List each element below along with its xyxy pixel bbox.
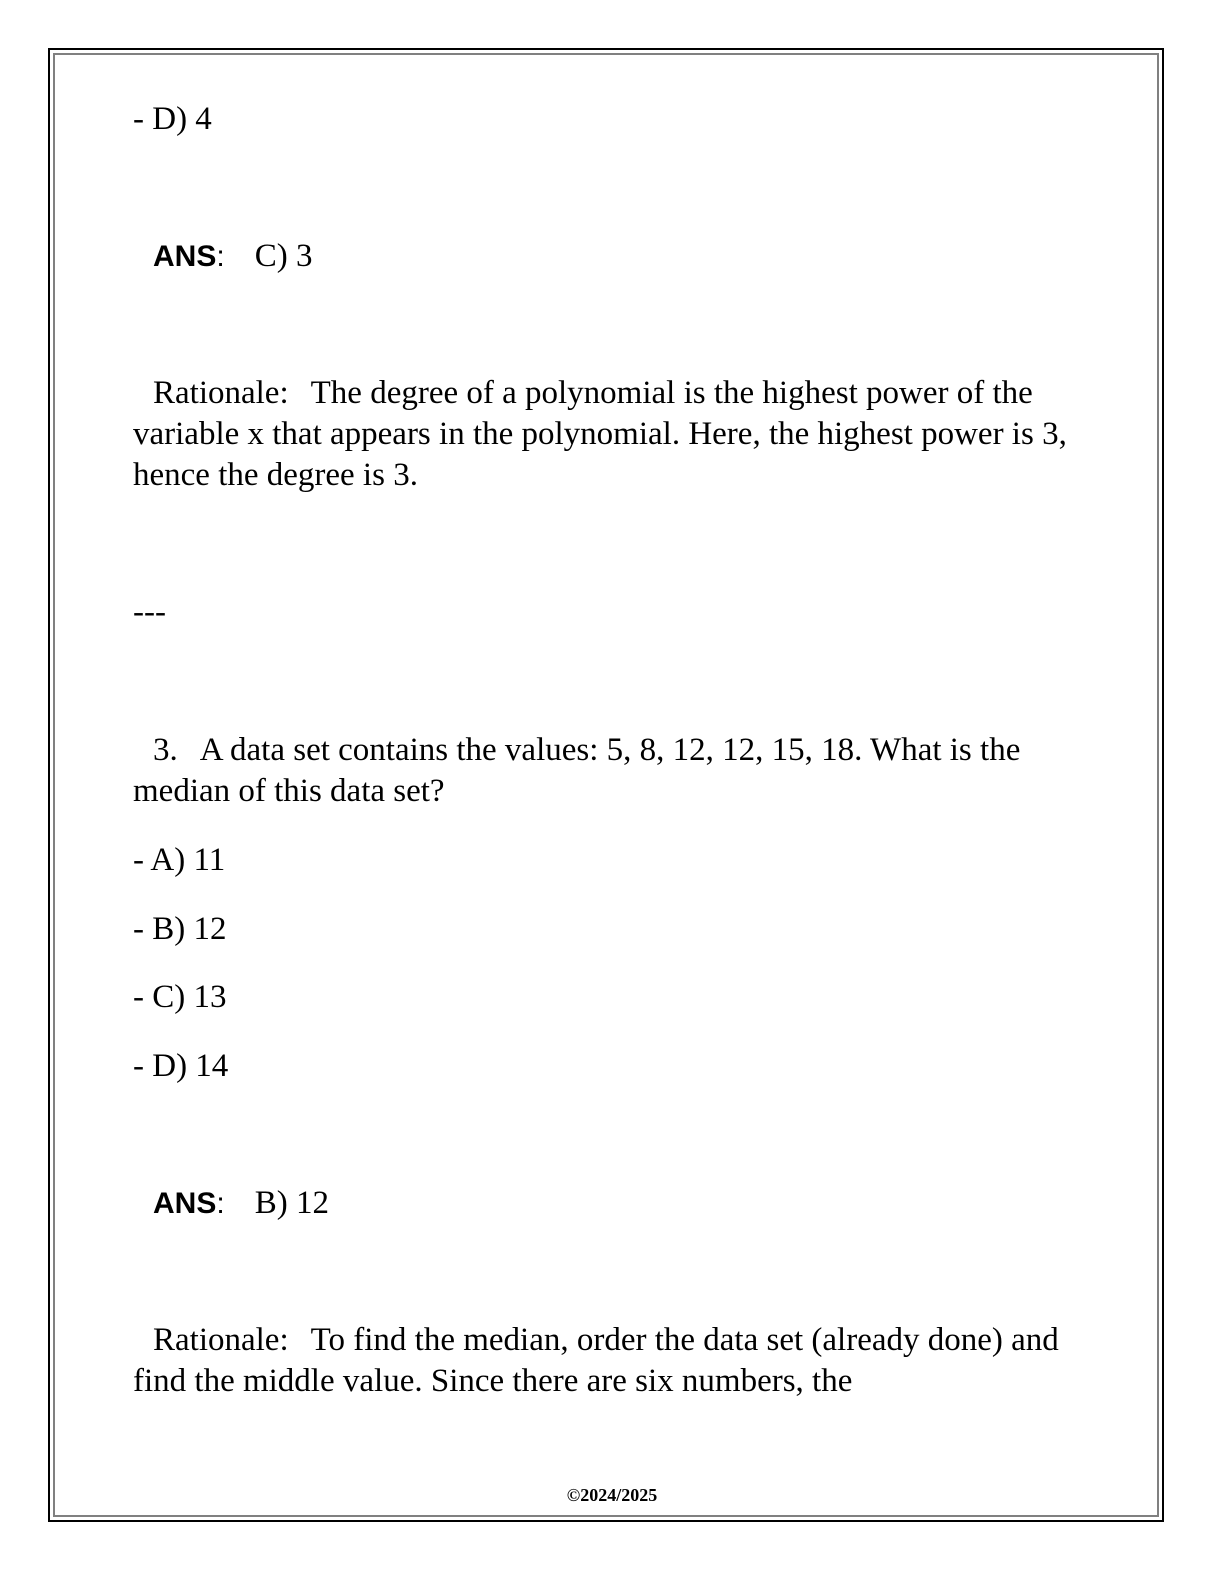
rationale-2 <box>133 373 1093 496</box>
question-3-text: A data set contains the values: 5, 8, 12, 12, 15, 18. What is the median of this data set? <box>133 732 1021 809</box>
rationale-2-text: The degree of a polynomial is the highest power of the variable x that appears in the polynomial. Here, the highest power is 3, hence the degree is 3. <box>133 375 1067 493</box>
rationale-2-label: Rationale: <box>153 375 289 411</box>
separator: --- <box>133 594 166 630</box>
option-b: - B) 12 <box>133 911 227 947</box>
question-3-number: 3. <box>153 732 178 768</box>
answer-3-value: B) 12 <box>254 1185 329 1221</box>
footer-copyright: ©2024/2025 <box>566 1485 658 1505</box>
answer-3-colon: : <box>216 1187 225 1220</box>
rationale-3 <box>133 1320 1093 1402</box>
option-d-previous: - D) 4 <box>133 101 212 137</box>
answer-2-label: ANS <box>153 240 217 273</box>
answer-3 <box>133 1183 329 1224</box>
option-c: - C) 13 <box>133 979 227 1015</box>
question-3 <box>133 730 1093 812</box>
option-a: - A) 11 <box>133 842 226 878</box>
rationale-3-label: Rationale: <box>153 1322 289 1358</box>
answer-2 <box>133 236 312 277</box>
answer-2-value: C) 3 <box>254 238 313 274</box>
option-d: - D) 14 <box>133 1048 229 1084</box>
rationale-3-text: To find the median, order the data set (already done) and find the middle value. Since there are six numbers, the <box>133 1322 1059 1399</box>
answer-3-label: ANS <box>153 1187 217 1220</box>
answer-2-colon: : <box>216 240 225 273</box>
